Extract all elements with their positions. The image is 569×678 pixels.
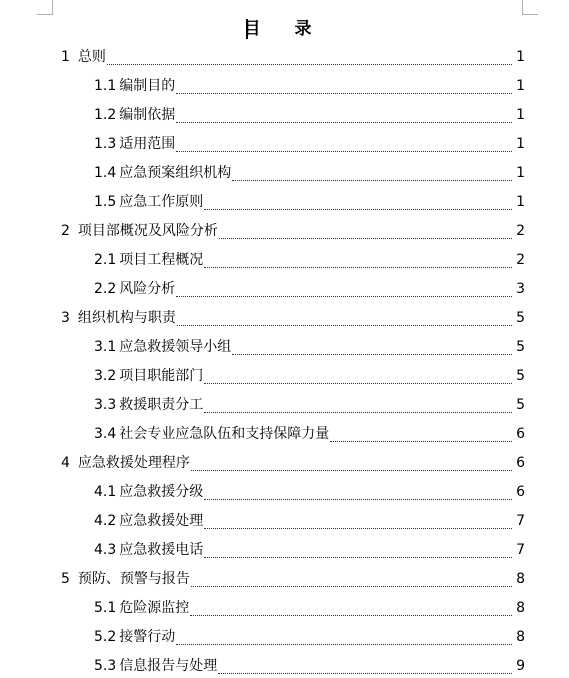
toc-dot-leader bbox=[204, 371, 512, 384]
toc-entry-chapter[interactable] bbox=[0, 42, 569, 71]
toc-entry-title: 接警行动 bbox=[119, 628, 176, 645]
toc-entry-title: 救援职责分工 bbox=[119, 396, 204, 413]
toc-entry-title: 项目工程概况 bbox=[119, 251, 204, 268]
toc-entry-number: 3.4 bbox=[94, 425, 117, 442]
toc-entry-title: 应急救援分级 bbox=[119, 483, 204, 500]
toc-entry-title: 应急救援处理 bbox=[119, 512, 204, 529]
toc-dot-leader bbox=[190, 603, 512, 616]
toc-entry-number: 4 bbox=[61, 454, 70, 471]
toc-entry-section[interactable] bbox=[0, 651, 569, 678]
toc-entry-title: 风险分析 bbox=[119, 280, 176, 297]
toc-entry-number: 5.1 bbox=[94, 599, 117, 616]
toc-dot-leader bbox=[191, 574, 512, 587]
toc-entry-page-number: 5 bbox=[516, 338, 525, 355]
toc-entry-section[interactable] bbox=[0, 535, 569, 564]
toc-entry-number: 1.5 bbox=[94, 193, 117, 210]
toc-entry-number: 4.2 bbox=[94, 512, 117, 529]
toc-dot-leader bbox=[219, 226, 512, 239]
toc-entry-title: 危险源监控 bbox=[119, 599, 190, 616]
toc-dot-leader bbox=[232, 168, 512, 181]
toc-entry-section[interactable] bbox=[0, 332, 569, 361]
toc-dot-leader bbox=[176, 284, 512, 297]
toc-entry-number: 1.4 bbox=[94, 164, 117, 181]
toc-entry-page-number: 5 bbox=[516, 396, 525, 413]
toc-entry-section[interactable] bbox=[0, 390, 569, 419]
toc-entry-section[interactable] bbox=[0, 361, 569, 390]
toc-dot-leader bbox=[204, 400, 512, 413]
toc-entry-number: 3.1 bbox=[94, 338, 117, 355]
toc-entry-title: 应急救援处理程序 bbox=[77, 454, 190, 471]
toc-entry-number: 3.3 bbox=[94, 396, 117, 413]
toc-entry-title: 适用范围 bbox=[119, 135, 176, 152]
toc-entry-number: 5 bbox=[61, 570, 70, 587]
toc-entry-title: 编制目的 bbox=[119, 77, 176, 94]
toc-entry-number: 2.2 bbox=[94, 280, 117, 297]
toc-entry-page-number: 3 bbox=[516, 280, 525, 297]
toc-entry-chapter[interactable] bbox=[0, 303, 569, 332]
toc-entry-page-number: 8 bbox=[516, 570, 525, 587]
toc-entry-title: 组织机构与职责 bbox=[77, 309, 176, 326]
toc-entry-number: 3 bbox=[61, 309, 70, 326]
toc-dot-leader bbox=[204, 545, 512, 558]
toc-dot-leader bbox=[204, 487, 512, 500]
toc-entry-page-number: 2 bbox=[516, 251, 525, 268]
toc-entry-number: 1.3 bbox=[94, 135, 117, 152]
toc-entry-number: 4.3 bbox=[94, 541, 117, 558]
toc-entry-page-number: 5 bbox=[516, 367, 525, 384]
toc-entry-section[interactable] bbox=[0, 100, 569, 129]
toc-dot-leader bbox=[218, 661, 512, 674]
toc-entry-title: 项目部概况及风险分析 bbox=[77, 222, 218, 239]
toc-entry-chapter[interactable] bbox=[0, 448, 569, 477]
toc-entry-section[interactable] bbox=[0, 506, 569, 535]
toc-entry-title: 编制依据 bbox=[119, 106, 176, 123]
toc-entry-number: 1.1 bbox=[94, 77, 117, 94]
toc-dot-leader bbox=[176, 110, 512, 123]
toc-entry-title: 总则 bbox=[77, 48, 106, 65]
toc-entry-title: 应急救援电话 bbox=[119, 541, 204, 558]
toc-dot-leader bbox=[204, 197, 512, 210]
toc-entry-number: 3.2 bbox=[94, 367, 117, 384]
toc-entry-section[interactable] bbox=[0, 158, 569, 187]
toc-entry-page-number: 9 bbox=[516, 657, 525, 674]
toc-entry-section[interactable] bbox=[0, 129, 569, 158]
crop-mark-top-right bbox=[522, 0, 538, 15]
toc-entry-number: 4.1 bbox=[94, 483, 117, 500]
toc-dot-leader bbox=[107, 52, 512, 65]
toc-entry-page-number: 2 bbox=[516, 222, 525, 239]
toc-dot-leader bbox=[176, 632, 512, 645]
toc-dot-leader bbox=[204, 255, 512, 268]
toc-dot-leader bbox=[204, 516, 512, 529]
toc-entry-page-number: 6 bbox=[516, 454, 525, 471]
toc-dot-leader bbox=[191, 458, 512, 471]
toc-entry-title: 项目职能部门 bbox=[119, 367, 204, 384]
toc-entry-page-number: 8 bbox=[516, 628, 525, 645]
table-of-contents bbox=[0, 42, 569, 678]
toc-entry-title: 应急救援领导小组 bbox=[119, 338, 232, 355]
toc-dot-leader bbox=[330, 429, 512, 442]
toc-entry-title: 信息报告与处理 bbox=[119, 657, 218, 674]
toc-entry-number: 5.2 bbox=[94, 628, 117, 645]
toc-dot-leader bbox=[176, 139, 512, 152]
toc-entry-page-number: 1 bbox=[516, 48, 525, 65]
toc-entry-page-number: 6 bbox=[516, 483, 525, 500]
toc-entry-chapter[interactable] bbox=[0, 216, 569, 245]
toc-entry-page-number: 1 bbox=[516, 106, 525, 123]
toc-entry-number: 1 bbox=[61, 48, 70, 65]
toc-entry-section[interactable] bbox=[0, 477, 569, 506]
toc-entry-section[interactable] bbox=[0, 71, 569, 100]
toc-entry-section[interactable] bbox=[0, 419, 569, 448]
toc-entry-page-number: 7 bbox=[516, 512, 525, 529]
toc-entry-number: 2 bbox=[61, 222, 70, 239]
toc-entry-page-number: 1 bbox=[516, 164, 525, 181]
toc-entry-number: 5.3 bbox=[94, 657, 117, 674]
toc-entry-number: 1.2 bbox=[94, 106, 117, 123]
toc-entry-title: 应急预案组织机构 bbox=[119, 164, 232, 181]
toc-entry-page-number: 8 bbox=[516, 599, 525, 616]
toc-entry-section[interactable] bbox=[0, 245, 569, 274]
toc-entry-page-number: 5 bbox=[516, 309, 525, 326]
toc-entry-page-number: 1 bbox=[516, 193, 525, 210]
toc-dot-leader bbox=[176, 81, 512, 94]
toc-entry-page-number: 1 bbox=[516, 135, 525, 152]
toc-entry-section[interactable] bbox=[0, 274, 569, 303]
toc-entry-number: 2.1 bbox=[94, 251, 117, 268]
toc-dot-leader bbox=[232, 342, 512, 355]
toc-entry-page-number: 1 bbox=[516, 77, 525, 94]
toc-entry-title: 应急工作原则 bbox=[119, 193, 204, 210]
toc-entry-section[interactable] bbox=[0, 593, 569, 622]
toc-entry-page-number: 6 bbox=[516, 425, 525, 442]
toc-entry-section[interactable] bbox=[0, 187, 569, 216]
toc-dot-leader bbox=[177, 313, 512, 326]
toc-title: 目 录 bbox=[243, 19, 326, 39]
toc-entry-title: 社会专业应急队伍和支持保障力量 bbox=[119, 425, 330, 442]
toc-entry-title: 预防、预警与报告 bbox=[77, 570, 190, 587]
toc-entry-section[interactable] bbox=[0, 622, 569, 651]
crop-mark-top-left bbox=[37, 0, 53, 15]
toc-entry-page-number: 7 bbox=[516, 541, 525, 558]
toc-entry-chapter[interactable] bbox=[0, 564, 569, 593]
